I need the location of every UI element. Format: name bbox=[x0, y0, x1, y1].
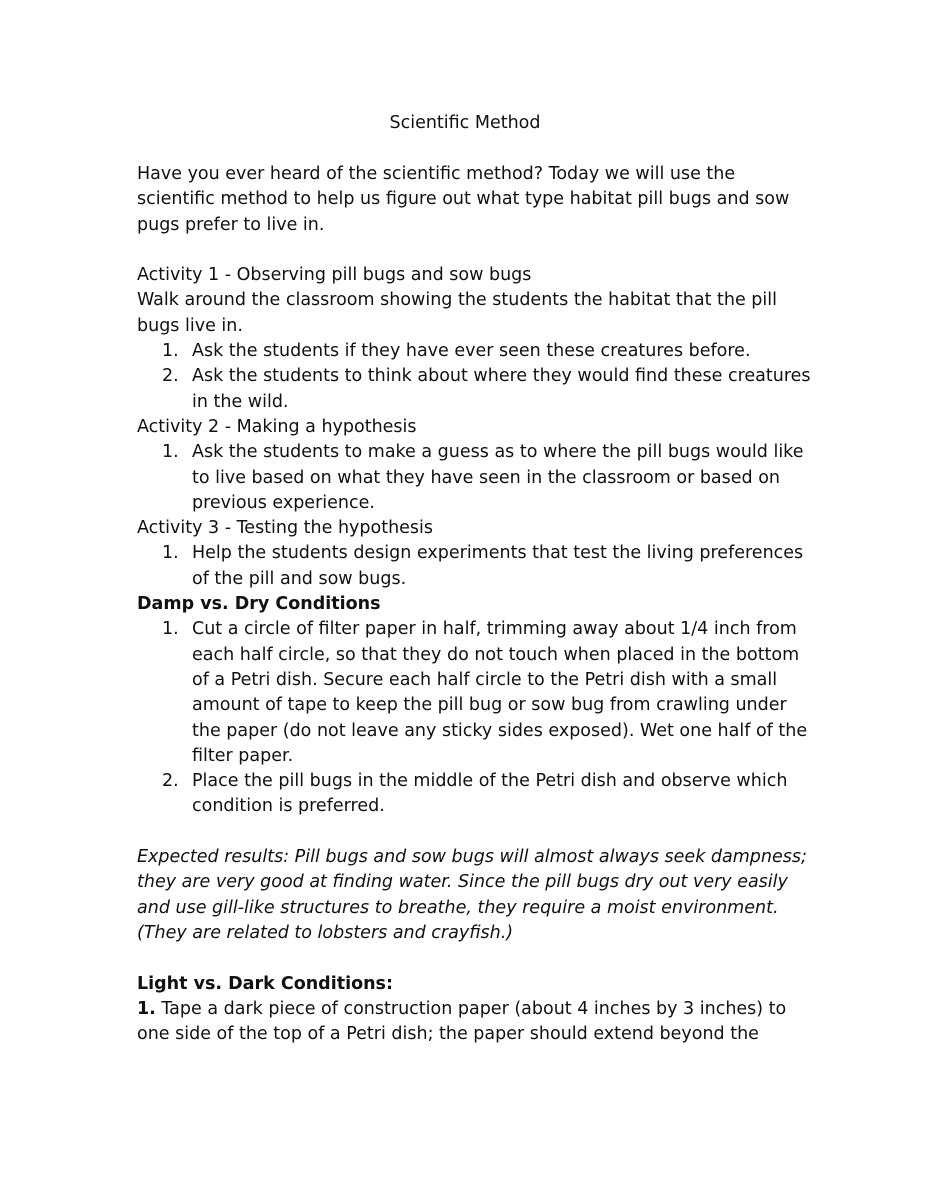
list-item bbox=[137, 440, 817, 516]
list-item-text: Ask the students to think about where they would find these creatures in the wild. bbox=[192, 366, 811, 412]
light-dark-heading: Light vs. Dark Conditions: bbox=[137, 973, 393, 994]
list-item bbox=[137, 769, 817, 820]
page-title: Scientific Method bbox=[389, 113, 541, 133]
list-item bbox=[137, 617, 817, 769]
list-item-text: Ask the students if they have ever seen these creatures before. bbox=[192, 341, 751, 362]
list-number: 1. bbox=[162, 543, 179, 564]
spacer bbox=[137, 946, 817, 971]
activity3-heading: Activity 3 - Testing the hypothesis bbox=[137, 518, 434, 539]
list-number: 1. bbox=[162, 341, 179, 362]
damp-dry-list bbox=[137, 617, 817, 819]
activity2-list bbox=[137, 440, 817, 516]
activity2-heading: Activity 2 - Making a hypothesis bbox=[137, 416, 417, 437]
list-item-text: Help the students design experiments that test the living preferences of the pill and sow bugs. bbox=[192, 543, 804, 589]
list-number: 2. bbox=[162, 366, 179, 387]
spacer bbox=[137, 820, 817, 845]
list-item bbox=[137, 364, 817, 415]
activity1-text: Walk around the classroom showing the students the habitat that the pill bugs live in. bbox=[137, 290, 777, 336]
expected-results: Expected results: Pill bugs and sow bugs will almost always seek dampness; they are very good at finding water. Since the pill bugs dry out very easily and use gill-like structures to breathe, they require a moist environment. (They are related to lobsters and crayfish.) bbox=[137, 847, 807, 943]
activity1-list bbox=[137, 339, 817, 415]
list-item-text: Ask the students to make a guess as to where the pill bugs would like to live based on what they have seen in the classroom or based on previous experience. bbox=[192, 442, 804, 513]
list-number: 1. bbox=[162, 619, 179, 640]
step-number: 1. bbox=[137, 998, 156, 1019]
intro-paragraph: Have you ever heard of the scientific method? Today we will use the scientific method to help us figure out what type habitat pill bugs and sow pugs prefer to live in. bbox=[137, 164, 790, 235]
list-number: 1. bbox=[162, 442, 179, 463]
list-item-text: Place the pill bugs in the middle of the Petri dish and observe which condition is preferred. bbox=[192, 771, 788, 817]
list-item bbox=[137, 541, 817, 592]
step-text: Tape a dark piece of construction paper (about 4 inches by 3 inches) to one side of the top of a Petri dish; the paper should extend beyond the bbox=[137, 998, 787, 1045]
activity1-heading: Activity 1 - Observing pill bugs and sow bugs bbox=[137, 265, 532, 286]
spacer bbox=[137, 238, 817, 263]
document-body bbox=[137, 162, 817, 1047]
list-item bbox=[137, 339, 817, 364]
damp-dry-heading: Damp vs. Dry Conditions bbox=[137, 594, 381, 615]
list-number: 2. bbox=[162, 771, 179, 792]
activity3-list bbox=[137, 541, 817, 592]
list-item-text: Cut a circle of filter paper in half, trimming away about 1/4 inch from each half circle, so that they do not touch when placed in the bottom of a Petri dish. Secure each half circle to the Petri dish with a small amount of tape to keep the pill bug or sow bug from crawling under the paper (do not leave any sticky sides exposed). Wet one half of the filter paper. bbox=[192, 619, 808, 766]
light-dark-step bbox=[137, 997, 817, 1048]
